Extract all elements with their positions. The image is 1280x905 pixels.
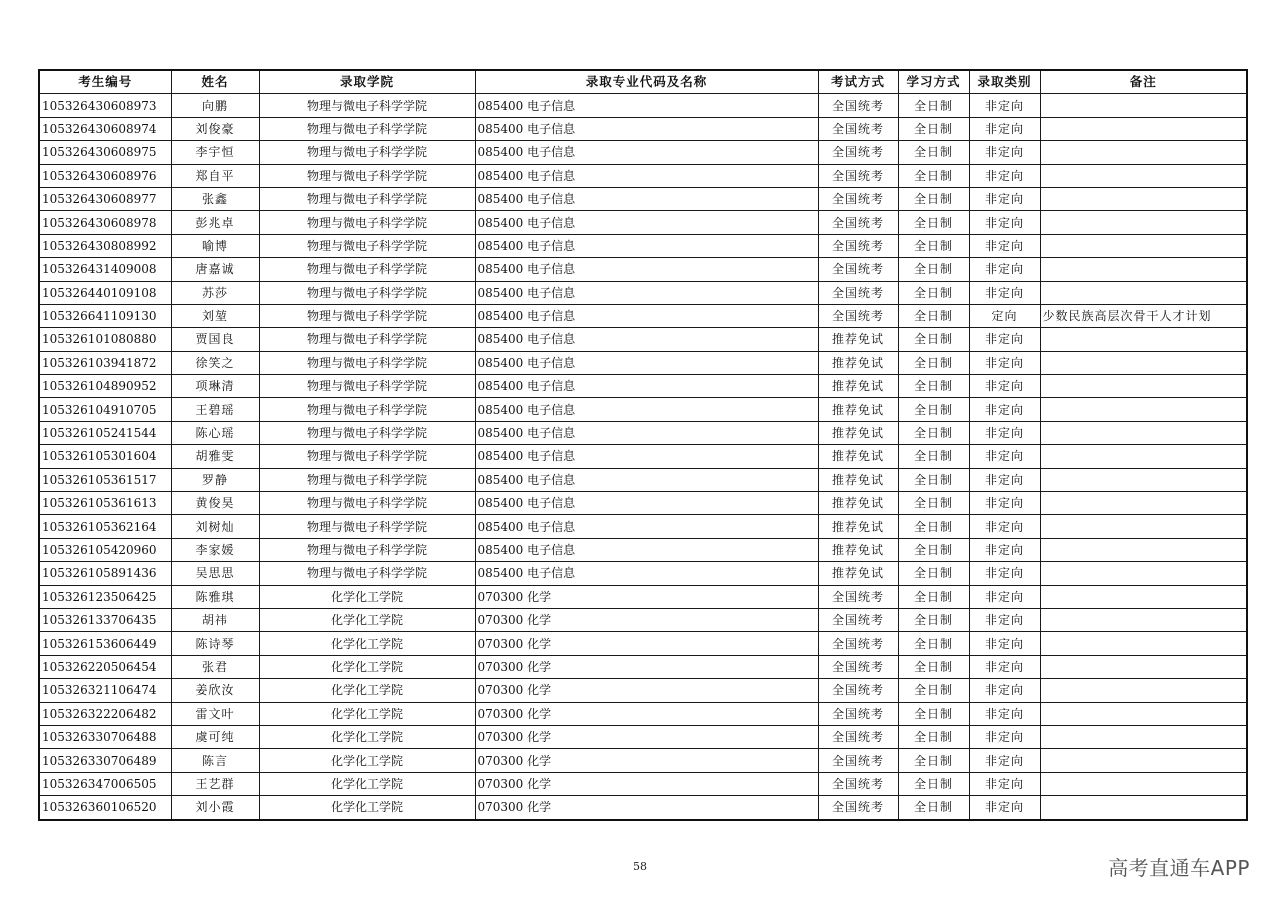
table-row <box>39 796 1247 820</box>
name-cell: 苏莎 <box>171 281 259 304</box>
school-cell: 化学化工学院 <box>259 725 475 748</box>
notes-cell <box>1040 632 1247 655</box>
admission-type-cell: 非定向 <box>969 398 1040 421</box>
admission-type-cell: 非定向 <box>969 141 1040 164</box>
school-cell: 物理与微电子科学学院 <box>259 258 475 281</box>
study-mode-cell: 全日制 <box>898 117 969 140</box>
notes-cell <box>1040 375 1247 398</box>
notes-cell <box>1040 445 1247 468</box>
exam-id-cell: 105326105420960 <box>39 538 171 561</box>
school-cell: 化学化工学院 <box>259 655 475 678</box>
exam-method-cell: 全国统考 <box>818 281 898 304</box>
major-cell: 085400 电子信息 <box>475 117 818 140</box>
exam-method-cell: 推荐免试 <box>818 538 898 561</box>
exam-id-cell: 105326153606449 <box>39 632 171 655</box>
notes-cell <box>1040 538 1247 561</box>
admission-type-cell: 非定向 <box>969 328 1040 351</box>
school-cell: 化学化工学院 <box>259 702 475 725</box>
name-cell: 李家媛 <box>171 538 259 561</box>
study-mode-cell: 全日制 <box>898 164 969 187</box>
exam-id-cell: 105326105241544 <box>39 421 171 444</box>
exam-id-cell: 105326105361517 <box>39 468 171 491</box>
major-cell: 085400 电子信息 <box>475 421 818 444</box>
exam-id-cell: 105326105301604 <box>39 445 171 468</box>
exam-method-cell: 推荐免试 <box>818 562 898 585</box>
table-body <box>39 94 1247 820</box>
school-cell: 物理与微电子科学学院 <box>259 328 475 351</box>
table-row <box>39 141 1247 164</box>
notes-cell <box>1040 679 1247 702</box>
major-cell: 085400 电子信息 <box>475 164 818 187</box>
exam-method-cell: 全国统考 <box>818 211 898 234</box>
admission-type-cell: 非定向 <box>969 211 1040 234</box>
table-row <box>39 351 1247 374</box>
exam-id-cell: 105326105362164 <box>39 515 171 538</box>
admission-type-cell: 非定向 <box>969 375 1040 398</box>
table-row <box>39 632 1247 655</box>
table-row <box>39 328 1247 351</box>
major-cell: 085400 电子信息 <box>475 304 818 327</box>
study-mode-cell: 全日制 <box>898 492 969 515</box>
exam-method-cell: 全国统考 <box>818 749 898 772</box>
school-cell: 物理与微电子科学学院 <box>259 164 475 187</box>
exam-id-cell: 105326431409008 <box>39 258 171 281</box>
name-cell: 郑自平 <box>171 164 259 187</box>
name-cell: 胡雅雯 <box>171 445 259 468</box>
exam-method-cell: 推荐免试 <box>818 421 898 444</box>
admission-type-cell: 非定向 <box>969 492 1040 515</box>
name-cell: 陈诗琴 <box>171 632 259 655</box>
study-mode-cell: 全日制 <box>898 679 969 702</box>
admission-type-cell: 非定向 <box>969 234 1040 257</box>
school-cell: 物理与微电子科学学院 <box>259 562 475 585</box>
study-mode-cell: 全日制 <box>898 538 969 561</box>
table-row <box>39 187 1247 210</box>
notes-cell <box>1040 234 1247 257</box>
school-cell: 物理与微电子科学学院 <box>259 211 475 234</box>
major-cell: 085400 电子信息 <box>475 234 818 257</box>
name-cell: 王艺群 <box>171 772 259 795</box>
notes-cell <box>1040 515 1247 538</box>
exam-method-cell: 推荐免试 <box>818 398 898 421</box>
name-cell: 刘小霞 <box>171 796 259 820</box>
major-cell: 070300 化学 <box>475 679 818 702</box>
school-cell: 物理与微电子科学学院 <box>259 468 475 491</box>
school-cell: 物理与微电子科学学院 <box>259 94 475 117</box>
major-cell: 085400 电子信息 <box>475 258 818 281</box>
name-cell: 贾国良 <box>171 328 259 351</box>
exam-id-cell: 105326330706488 <box>39 725 171 748</box>
major-cell: 085400 电子信息 <box>475 468 818 491</box>
study-mode-cell: 全日制 <box>898 304 969 327</box>
school-cell: 化学化工学院 <box>259 608 475 631</box>
school-cell: 化学化工学院 <box>259 632 475 655</box>
name-cell: 张鑫 <box>171 187 259 210</box>
name-cell: 彭兆卓 <box>171 211 259 234</box>
name-cell: 罗静 <box>171 468 259 491</box>
notes-cell <box>1040 94 1247 117</box>
exam-id-cell: 105326440109108 <box>39 281 171 304</box>
admission-type-cell: 非定向 <box>969 538 1040 561</box>
study-mode-cell: 全日制 <box>898 211 969 234</box>
table-row <box>39 398 1247 421</box>
admission-type-cell: 非定向 <box>969 562 1040 585</box>
major-cell: 085400 电子信息 <box>475 538 818 561</box>
major-cell: 085400 电子信息 <box>475 141 818 164</box>
notes-cell <box>1040 141 1247 164</box>
notes-cell <box>1040 796 1247 820</box>
admission-type-cell: 非定向 <box>969 725 1040 748</box>
major-cell: 070300 化学 <box>475 655 818 678</box>
table-row <box>39 281 1247 304</box>
exam-method-cell: 全国统考 <box>818 679 898 702</box>
major-cell: 085400 电子信息 <box>475 562 818 585</box>
name-cell: 李宇恒 <box>171 141 259 164</box>
major-cell: 085400 电子信息 <box>475 187 818 210</box>
admission-type-cell: 非定向 <box>969 585 1040 608</box>
name-cell: 胡祎 <box>171 608 259 631</box>
exam-id-cell: 105326103941872 <box>39 351 171 374</box>
major-cell: 085400 电子信息 <box>475 328 818 351</box>
admission-type-cell: 非定向 <box>969 117 1040 140</box>
school-cell: 物理与微电子科学学院 <box>259 492 475 515</box>
study-mode-cell: 全日制 <box>898 141 969 164</box>
study-mode-cell: 全日制 <box>898 772 969 795</box>
study-mode-cell: 全日制 <box>898 234 969 257</box>
school-cell: 物理与微电子科学学院 <box>259 375 475 398</box>
major-cell: 085400 电子信息 <box>475 445 818 468</box>
header-name: 姓名 <box>171 70 259 94</box>
study-mode-cell: 全日制 <box>898 351 969 374</box>
notes-cell <box>1040 655 1247 678</box>
study-mode-cell: 全日制 <box>898 749 969 772</box>
school-cell: 物理与微电子科学学院 <box>259 515 475 538</box>
exam-id-cell: 105326105891436 <box>39 562 171 585</box>
exam-method-cell: 全国统考 <box>818 585 898 608</box>
exam-method-cell: 全国统考 <box>818 796 898 820</box>
name-cell: 张君 <box>171 655 259 678</box>
name-cell: 陈雅琪 <box>171 585 259 608</box>
name-cell: 吴思思 <box>171 562 259 585</box>
exam-method-cell: 推荐免试 <box>818 351 898 374</box>
table-row <box>39 94 1247 117</box>
admission-type-cell: 非定向 <box>969 445 1040 468</box>
notes-cell <box>1040 117 1247 140</box>
study-mode-cell: 全日制 <box>898 655 969 678</box>
admission-type-cell: 非定向 <box>969 468 1040 491</box>
admission-type-cell: 非定向 <box>969 164 1040 187</box>
school-cell: 物理与微电子科学学院 <box>259 117 475 140</box>
major-cell: 070300 化学 <box>475 772 818 795</box>
name-cell: 雷文叶 <box>171 702 259 725</box>
major-cell: 085400 电子信息 <box>475 398 818 421</box>
table-row <box>39 725 1247 748</box>
exam-method-cell: 全国统考 <box>818 304 898 327</box>
exam-id-cell: 105326430808992 <box>39 234 171 257</box>
school-cell: 物理与微电子科学学院 <box>259 538 475 561</box>
exam-id-cell: 105326330706489 <box>39 749 171 772</box>
exam-id-cell: 105326322206482 <box>39 702 171 725</box>
exam-method-cell: 推荐免试 <box>818 492 898 515</box>
exam-id-cell: 105326430608976 <box>39 164 171 187</box>
exam-id-cell: 105326430608978 <box>39 211 171 234</box>
notes-cell <box>1040 164 1247 187</box>
study-mode-cell: 全日制 <box>898 468 969 491</box>
school-cell: 化学化工学院 <box>259 772 475 795</box>
table-row <box>39 164 1247 187</box>
exam-method-cell: 推荐免试 <box>818 445 898 468</box>
table-row <box>39 655 1247 678</box>
notes-cell <box>1040 772 1247 795</box>
exam-method-cell: 推荐免试 <box>818 515 898 538</box>
study-mode-cell: 全日制 <box>898 562 969 585</box>
admission-type-cell: 非定向 <box>969 749 1040 772</box>
notes-cell <box>1040 421 1247 444</box>
admission-type-cell: 非定向 <box>969 632 1040 655</box>
notes-cell <box>1040 749 1247 772</box>
header-notes: 备注 <box>1040 70 1247 94</box>
table-row <box>39 492 1247 515</box>
exam-id-cell: 105326123506425 <box>39 585 171 608</box>
study-mode-cell: 全日制 <box>898 258 969 281</box>
admission-table <box>38 69 1248 821</box>
study-mode-cell: 全日制 <box>898 421 969 444</box>
school-cell: 物理与微电子科学学院 <box>259 234 475 257</box>
exam-id-cell: 105326321106474 <box>39 679 171 702</box>
table-row <box>39 304 1247 327</box>
exam-id-cell: 105326430608975 <box>39 141 171 164</box>
name-cell: 唐嘉诚 <box>171 258 259 281</box>
name-cell: 喻博 <box>171 234 259 257</box>
major-cell: 070300 化学 <box>475 796 818 820</box>
exam-id-cell: 105326104890952 <box>39 375 171 398</box>
study-mode-cell: 全日制 <box>898 375 969 398</box>
name-cell: 刘俊豪 <box>171 117 259 140</box>
study-mode-cell: 全日制 <box>898 725 969 748</box>
exam-id-cell: 105326105361613 <box>39 492 171 515</box>
exam-id-cell: 105326220506454 <box>39 655 171 678</box>
school-cell: 物理与微电子科学学院 <box>259 445 475 468</box>
exam-method-cell: 全国统考 <box>818 608 898 631</box>
exam-method-cell: 全国统考 <box>818 258 898 281</box>
notes-cell <box>1040 608 1247 631</box>
major-cell: 085400 电子信息 <box>475 351 818 374</box>
table-row <box>39 211 1247 234</box>
notes-cell <box>1040 702 1247 725</box>
notes-cell <box>1040 468 1247 491</box>
name-cell: 向鹏 <box>171 94 259 117</box>
exam-method-cell: 全国统考 <box>818 725 898 748</box>
major-cell: 070300 化学 <box>475 585 818 608</box>
major-cell: 070300 化学 <box>475 632 818 655</box>
watermark: 高考直通车APP <box>1108 856 1250 880</box>
major-cell: 070300 化学 <box>475 749 818 772</box>
admission-type-cell: 非定向 <box>969 258 1040 281</box>
exam-method-cell: 全国统考 <box>818 702 898 725</box>
school-cell: 化学化工学院 <box>259 585 475 608</box>
name-cell: 刘树灿 <box>171 515 259 538</box>
study-mode-cell: 全日制 <box>898 94 969 117</box>
study-mode-cell: 全日制 <box>898 702 969 725</box>
school-cell: 物理与微电子科学学院 <box>259 304 475 327</box>
exam-id-cell: 105326347006505 <box>39 772 171 795</box>
table-row <box>39 749 1247 772</box>
table-row <box>39 608 1247 631</box>
major-cell: 070300 化学 <box>475 702 818 725</box>
admission-type-cell: 非定向 <box>969 421 1040 444</box>
table-row <box>39 562 1247 585</box>
notes-cell <box>1040 562 1247 585</box>
table-row <box>39 258 1247 281</box>
major-cell: 085400 电子信息 <box>475 492 818 515</box>
admission-type-cell: 非定向 <box>969 702 1040 725</box>
admission-type-cell: 非定向 <box>969 94 1040 117</box>
major-cell: 085400 电子信息 <box>475 94 818 117</box>
table-row <box>39 515 1247 538</box>
name-cell: 项琳清 <box>171 375 259 398</box>
table-header-row <box>39 70 1247 94</box>
name-cell: 刘堃 <box>171 304 259 327</box>
exam-method-cell: 全国统考 <box>818 187 898 210</box>
exam-id-cell: 105326430608973 <box>39 94 171 117</box>
admission-type-cell: 非定向 <box>969 796 1040 820</box>
study-mode-cell: 全日制 <box>898 445 969 468</box>
notes-cell: 少数民族高层次骨干人才计划 <box>1040 304 1247 327</box>
major-cell: 085400 电子信息 <box>475 375 818 398</box>
exam-method-cell: 推荐免试 <box>818 468 898 491</box>
major-cell: 085400 电子信息 <box>475 515 818 538</box>
school-cell: 物理与微电子科学学院 <box>259 351 475 374</box>
exam-method-cell: 推荐免试 <box>818 375 898 398</box>
notes-cell <box>1040 328 1247 351</box>
study-mode-cell: 全日制 <box>898 632 969 655</box>
school-cell: 化学化工学院 <box>259 796 475 820</box>
admission-type-cell: 非定向 <box>969 608 1040 631</box>
exam-id-cell: 105326360106520 <box>39 796 171 820</box>
exam-method-cell: 全国统考 <box>818 164 898 187</box>
name-cell: 徐笑之 <box>171 351 259 374</box>
notes-cell <box>1040 281 1247 304</box>
admission-type-cell: 非定向 <box>969 515 1040 538</box>
notes-cell <box>1040 398 1247 421</box>
name-cell: 虞可纯 <box>171 725 259 748</box>
exam-id-cell: 105326104910705 <box>39 398 171 421</box>
header-exam-method: 考试方式 <box>818 70 898 94</box>
study-mode-cell: 全日制 <box>898 187 969 210</box>
notes-cell <box>1040 211 1247 234</box>
name-cell: 王碧瑶 <box>171 398 259 421</box>
study-mode-cell: 全日制 <box>898 398 969 421</box>
major-cell: 085400 电子信息 <box>475 281 818 304</box>
admission-type-cell: 定向 <box>969 304 1040 327</box>
exam-method-cell: 全国统考 <box>818 655 898 678</box>
table-row <box>39 772 1247 795</box>
table-row <box>39 679 1247 702</box>
study-mode-cell: 全日制 <box>898 328 969 351</box>
exam-method-cell: 全国统考 <box>818 772 898 795</box>
school-cell: 化学化工学院 <box>259 749 475 772</box>
school-cell: 物理与微电子科学学院 <box>259 398 475 421</box>
exam-id-cell: 105326430608974 <box>39 117 171 140</box>
major-cell: 085400 电子信息 <box>475 211 818 234</box>
header-admission-type: 录取类别 <box>969 70 1040 94</box>
study-mode-cell: 全日制 <box>898 515 969 538</box>
name-cell: 黄俊昊 <box>171 492 259 515</box>
header-school: 录取学院 <box>259 70 475 94</box>
major-cell: 070300 化学 <box>475 725 818 748</box>
notes-cell <box>1040 492 1247 515</box>
header-study-mode: 学习方式 <box>898 70 969 94</box>
study-mode-cell: 全日制 <box>898 608 969 631</box>
notes-cell <box>1040 258 1247 281</box>
admission-type-cell: 非定向 <box>969 281 1040 304</box>
name-cell: 陈心瑶 <box>171 421 259 444</box>
exam-method-cell: 全国统考 <box>818 117 898 140</box>
notes-cell <box>1040 187 1247 210</box>
exam-id-cell: 105326641109130 <box>39 304 171 327</box>
admission-type-cell: 非定向 <box>969 679 1040 702</box>
admission-type-cell: 非定向 <box>969 655 1040 678</box>
major-cell: 070300 化学 <box>475 608 818 631</box>
name-cell: 陈言 <box>171 749 259 772</box>
notes-cell <box>1040 585 1247 608</box>
table-row <box>39 538 1247 561</box>
study-mode-cell: 全日制 <box>898 796 969 820</box>
admission-type-cell: 非定向 <box>969 772 1040 795</box>
table-row <box>39 234 1247 257</box>
table-row <box>39 585 1247 608</box>
exam-method-cell: 全国统考 <box>818 632 898 655</box>
table-row <box>39 468 1247 491</box>
school-cell: 物理与微电子科学学院 <box>259 281 475 304</box>
notes-cell <box>1040 725 1247 748</box>
table-row <box>39 375 1247 398</box>
table-row <box>39 421 1247 444</box>
study-mode-cell: 全日制 <box>898 585 969 608</box>
exam-method-cell: 全国统考 <box>818 141 898 164</box>
school-cell: 物理与微电子科学学院 <box>259 141 475 164</box>
school-cell: 物理与微电子科学学院 <box>259 187 475 210</box>
admission-type-cell: 非定向 <box>969 187 1040 210</box>
exam-method-cell: 推荐免试 <box>818 328 898 351</box>
school-cell: 化学化工学院 <box>259 679 475 702</box>
header-exam-id: 考生编号 <box>39 70 171 94</box>
page-number: 58 <box>633 860 647 873</box>
study-mode-cell: 全日制 <box>898 281 969 304</box>
exam-id-cell: 105326133706435 <box>39 608 171 631</box>
name-cell: 姜欣汝 <box>171 679 259 702</box>
exam-method-cell: 全国统考 <box>818 94 898 117</box>
table-row <box>39 117 1247 140</box>
exam-id-cell: 105326430608977 <box>39 187 171 210</box>
admission-type-cell: 非定向 <box>969 351 1040 374</box>
exam-id-cell: 105326101080880 <box>39 328 171 351</box>
notes-cell <box>1040 351 1247 374</box>
exam-method-cell: 全国统考 <box>818 234 898 257</box>
school-cell: 物理与微电子科学学院 <box>259 421 475 444</box>
table-row <box>39 702 1247 725</box>
table-row <box>39 445 1247 468</box>
header-major: 录取专业代码及名称 <box>475 70 818 94</box>
